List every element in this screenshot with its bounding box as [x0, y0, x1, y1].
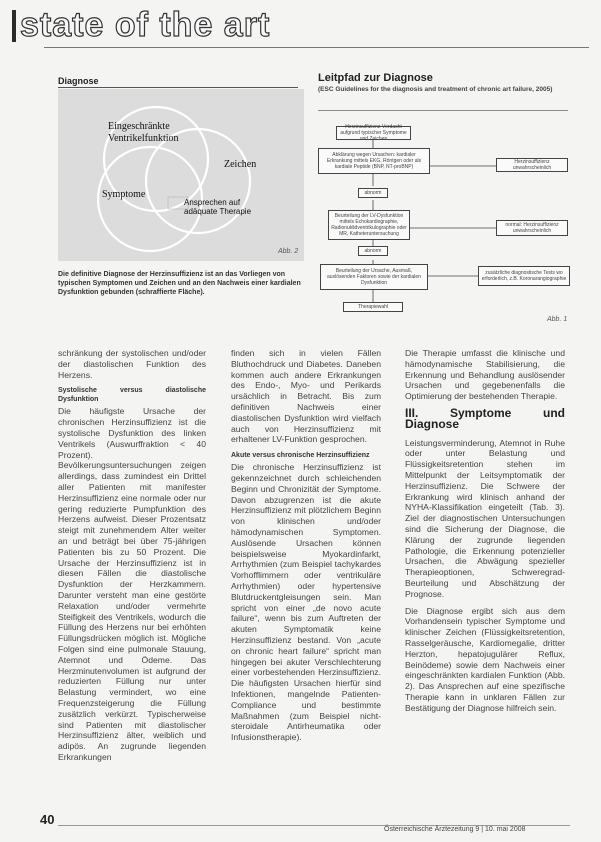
venn-diagram — [58, 89, 304, 261]
journal-reference: Österreichische Ärztezeitung 9 | 10. mai 2008 — [384, 826, 526, 833]
flow-box-abnormal-2: abnorm — [358, 246, 388, 256]
figure-right-subtitle: (ESC Guidelines for the diagnosis and treatment of chronic art failure, 2005) — [318, 86, 553, 93]
paragraph: Die chronische Herzinsuffizienz ist gekennzeichnet durch schleichenden Beginn und Chronizität der Symptome. Davon abzugrenzen ist die akute Herzinsuffizienz mit plötzlichem Beginn von klinischen und/oder hämodynamischen Symptomen. Auslösende Ursachen können beispielsweise Myokardinfarkt, Arrhythmien (zum Beispiel tachykardes Vorhofflimmern oder ventrikuläre Arrhythmien) oder hypertensive Blutdruckentgleisungen sein. Man spricht von einer „de novo acute failure“, wenn bis zum Auftreten der akuten Symptomatik keine Herzinsuffizienz bestand. Von „acute on chronic heart failure“ spricht man hingegen bei akuter Verschlechterung einer vorbestehenden Herzinsuffizienz. Die häufigsten Ursachen hierfür sind Infektionen, mangelnde Patienten-Compliance und bestimmte Maßnahmen (zum Beispiel nicht-steroidale Antirheumatika oder Infusionstherapie). — [231, 462, 381, 743]
flow-box-assessment: Abklärung wegen Ursachen: kardialer Erkrankung mittels EKG, Röntgen oder als kardiale Peptide (BNP, NT-proBNP) — [318, 148, 430, 174]
paragraph: Die Therapie umfasst die klinische und hämodynamische Stabilisierung, die Erkennung und Behandlung auslösender Ursachen und gegebenenfalls die Optimierung der bestehenden Therapie. — [405, 348, 565, 402]
venn-label-signs: Zeichen — [224, 159, 257, 170]
figure-left-caption: Die definitive Diagnose der Herzinsuffizienz ist an das Vorliegen von typischen Symptomen und Zeichen und an den Nachweis einer kardialen Dysfunktion gebunden (schraffierte Fläche). — [58, 271, 301, 296]
venn-circles — [58, 89, 304, 261]
subheading: Systolische versus diastolische Dysfunktion — [58, 387, 206, 404]
figure-right-rule — [318, 110, 568, 111]
header-rule — [44, 47, 589, 48]
figure-right-title: Leitpfad zur Diagnose — [318, 72, 433, 84]
flow-box-unlikely-1: Herzinsuffizienz unwahrscheinlich — [496, 158, 568, 172]
flow-box-abnormal-1: abnorm — [358, 188, 388, 198]
figure-left-number: Abb. 2 — [278, 248, 299, 255]
page-header-title: state of the art — [20, 6, 271, 44]
venn-label-symptoms: Symptome — [102, 189, 146, 200]
page-number: 40 — [40, 812, 55, 827]
paragraph: schränkung der systolischen und/oder der diastolischen Funktion des Herzens. — [58, 348, 206, 380]
figure-left-label: Diagnose — [58, 76, 298, 88]
flow-box-therapy: Therapiewahl — [343, 302, 403, 312]
paragraph: Die häufigste Ursache der chronischen Herzinsuffizienz ist die systolische Dysfunktion des linken Ventrikels (Auswurffraktion < 40 Prozent). Bevölkerungsuntersuchungen zeigen allerdings, dass zumindest ein Drittel aller Patienten mit manifester Herzinsuffizienz eine normale oder nur gering reduzierte Pumpfunktion des Herzens aufweist. Dieser Prozentsatz steigt mit zunehmendem Alter weiter an und beträgt bei über 75-jährigen Patienten bis zu 50 Prozent. Die Ursache der Herzinsuffizienz ist in diesen Fällen die diastolische Dysfunktion der Herzkammern. Darunter versteht man eine gestörte Relaxation und/oder vermehrte Steifigkeit des Ventrikels, wodurch die Füllung des Herzens nur bei erhöhten Füllungsdrücken möglich ist. Mögliche Folgen sind eine pulmonale Stauung, Atemnot und Ödeme. Das Herzminutenvolumen ist aufgrund der reduzierten Füllung nur unter Belastung vermindert, wo eine Frequenzsteigerung die Füllung zusätzlich verkürzt. Typischerweise sind Patienten mit diastolischer Herzinsuffizienz älter, weiblich und adipös. An zugrunde liegenden Erkrankungen — [58, 406, 206, 762]
venn-label-therapy: Ansprechen auf adäquate Therapie — [184, 198, 252, 216]
body-column-2 — [231, 348, 381, 749]
subheading: Akute versus chronische Herzinsuffizienz — [231, 452, 370, 460]
flow-box-suspicion: Herzinsuffizienz-Verdacht aufgrund typischer Symptome und Zeichen — [336, 126, 411, 140]
section-heading: III. Symptome und Diagnose — [405, 405, 565, 431]
flow-box-additional-tests: zusätzliche diagnostische Tests wo erforderlich, z.B. Koronarangiographie — [478, 266, 570, 286]
figure-right-number: Abb. 1 — [547, 316, 568, 323]
flow-box-unlikely-2: normal: Herzinsuffizienz unwahrscheinlich — [496, 220, 568, 236]
header-bar — [12, 10, 16, 42]
paragraph: Leistungsverminderung, Atemnot in Ruhe oder unter Belastung und Flüssigkeitsretention stehen im Mittelpunkt der Leitsymptomatik der Herzinsuffizienz. Die Schwere der Erkrankung wird klinisch anhand der NYHA-Klassifikation eingeteilt (Tab. 3). Ziel der diagnostischen Untersuchungen sind die Sicherung der Diagnose, die Klärung der zugrunde liegenden Pathologie, die Erkennung potenzieller Ursachen, die Abwägung spezieller Therapieoptionen, Schweregrad-Beurteilung und Abschätzung der Prognose. — [405, 437, 565, 599]
venn-label-ventricle: Eingeschränkte Ventrikelfunktion — [108, 121, 179, 144]
paragraph: Die Diagnose ergibt sich aus dem Vorhandensein typischer Symptome und klinischer Zeichen (Flüssigkeitsretention, Rasselgeräusche, Kardiomegalie, dritter Herzton, hepatojugulärer Reflux, Beinödeme) sowie dem Nachweis einer eingeschränkten kardialen Funktion (Abb. 2). Das Ansprechen auf eine spezifische Therapie kann in unklaren Fällen zur Bestätigung der Diagnose hilfreich sein. — [405, 605, 565, 713]
paragraph: finden sich in vielen Fällen Bluthochdruck und Diabetes. Daneben kommen auch andere Erkrankungen des Endo-, Myo- und Perikards ursächlich in Betracht. Bis zum definitiven Nachweis einer diastolischen Dysfunktion wird vielfach auch von Herzinsuffizienz mit erhaltener LV-Funktion gesprochen. — [231, 348, 381, 445]
body-column-3 — [405, 348, 565, 720]
body-column-1 — [58, 348, 206, 769]
flow-box-cause: Beurteilung der Ursache, Ausmaß, auslösenden Faktoren sowie der kardialen Dysfunktion — [320, 264, 428, 290]
flow-box-lv-dysfunction: Beurteilung der LV-Dysfunktion mittels Echokardiographie, Radionuklidventrikulographie oder MR, Katheteruntersuchung — [328, 210, 410, 240]
